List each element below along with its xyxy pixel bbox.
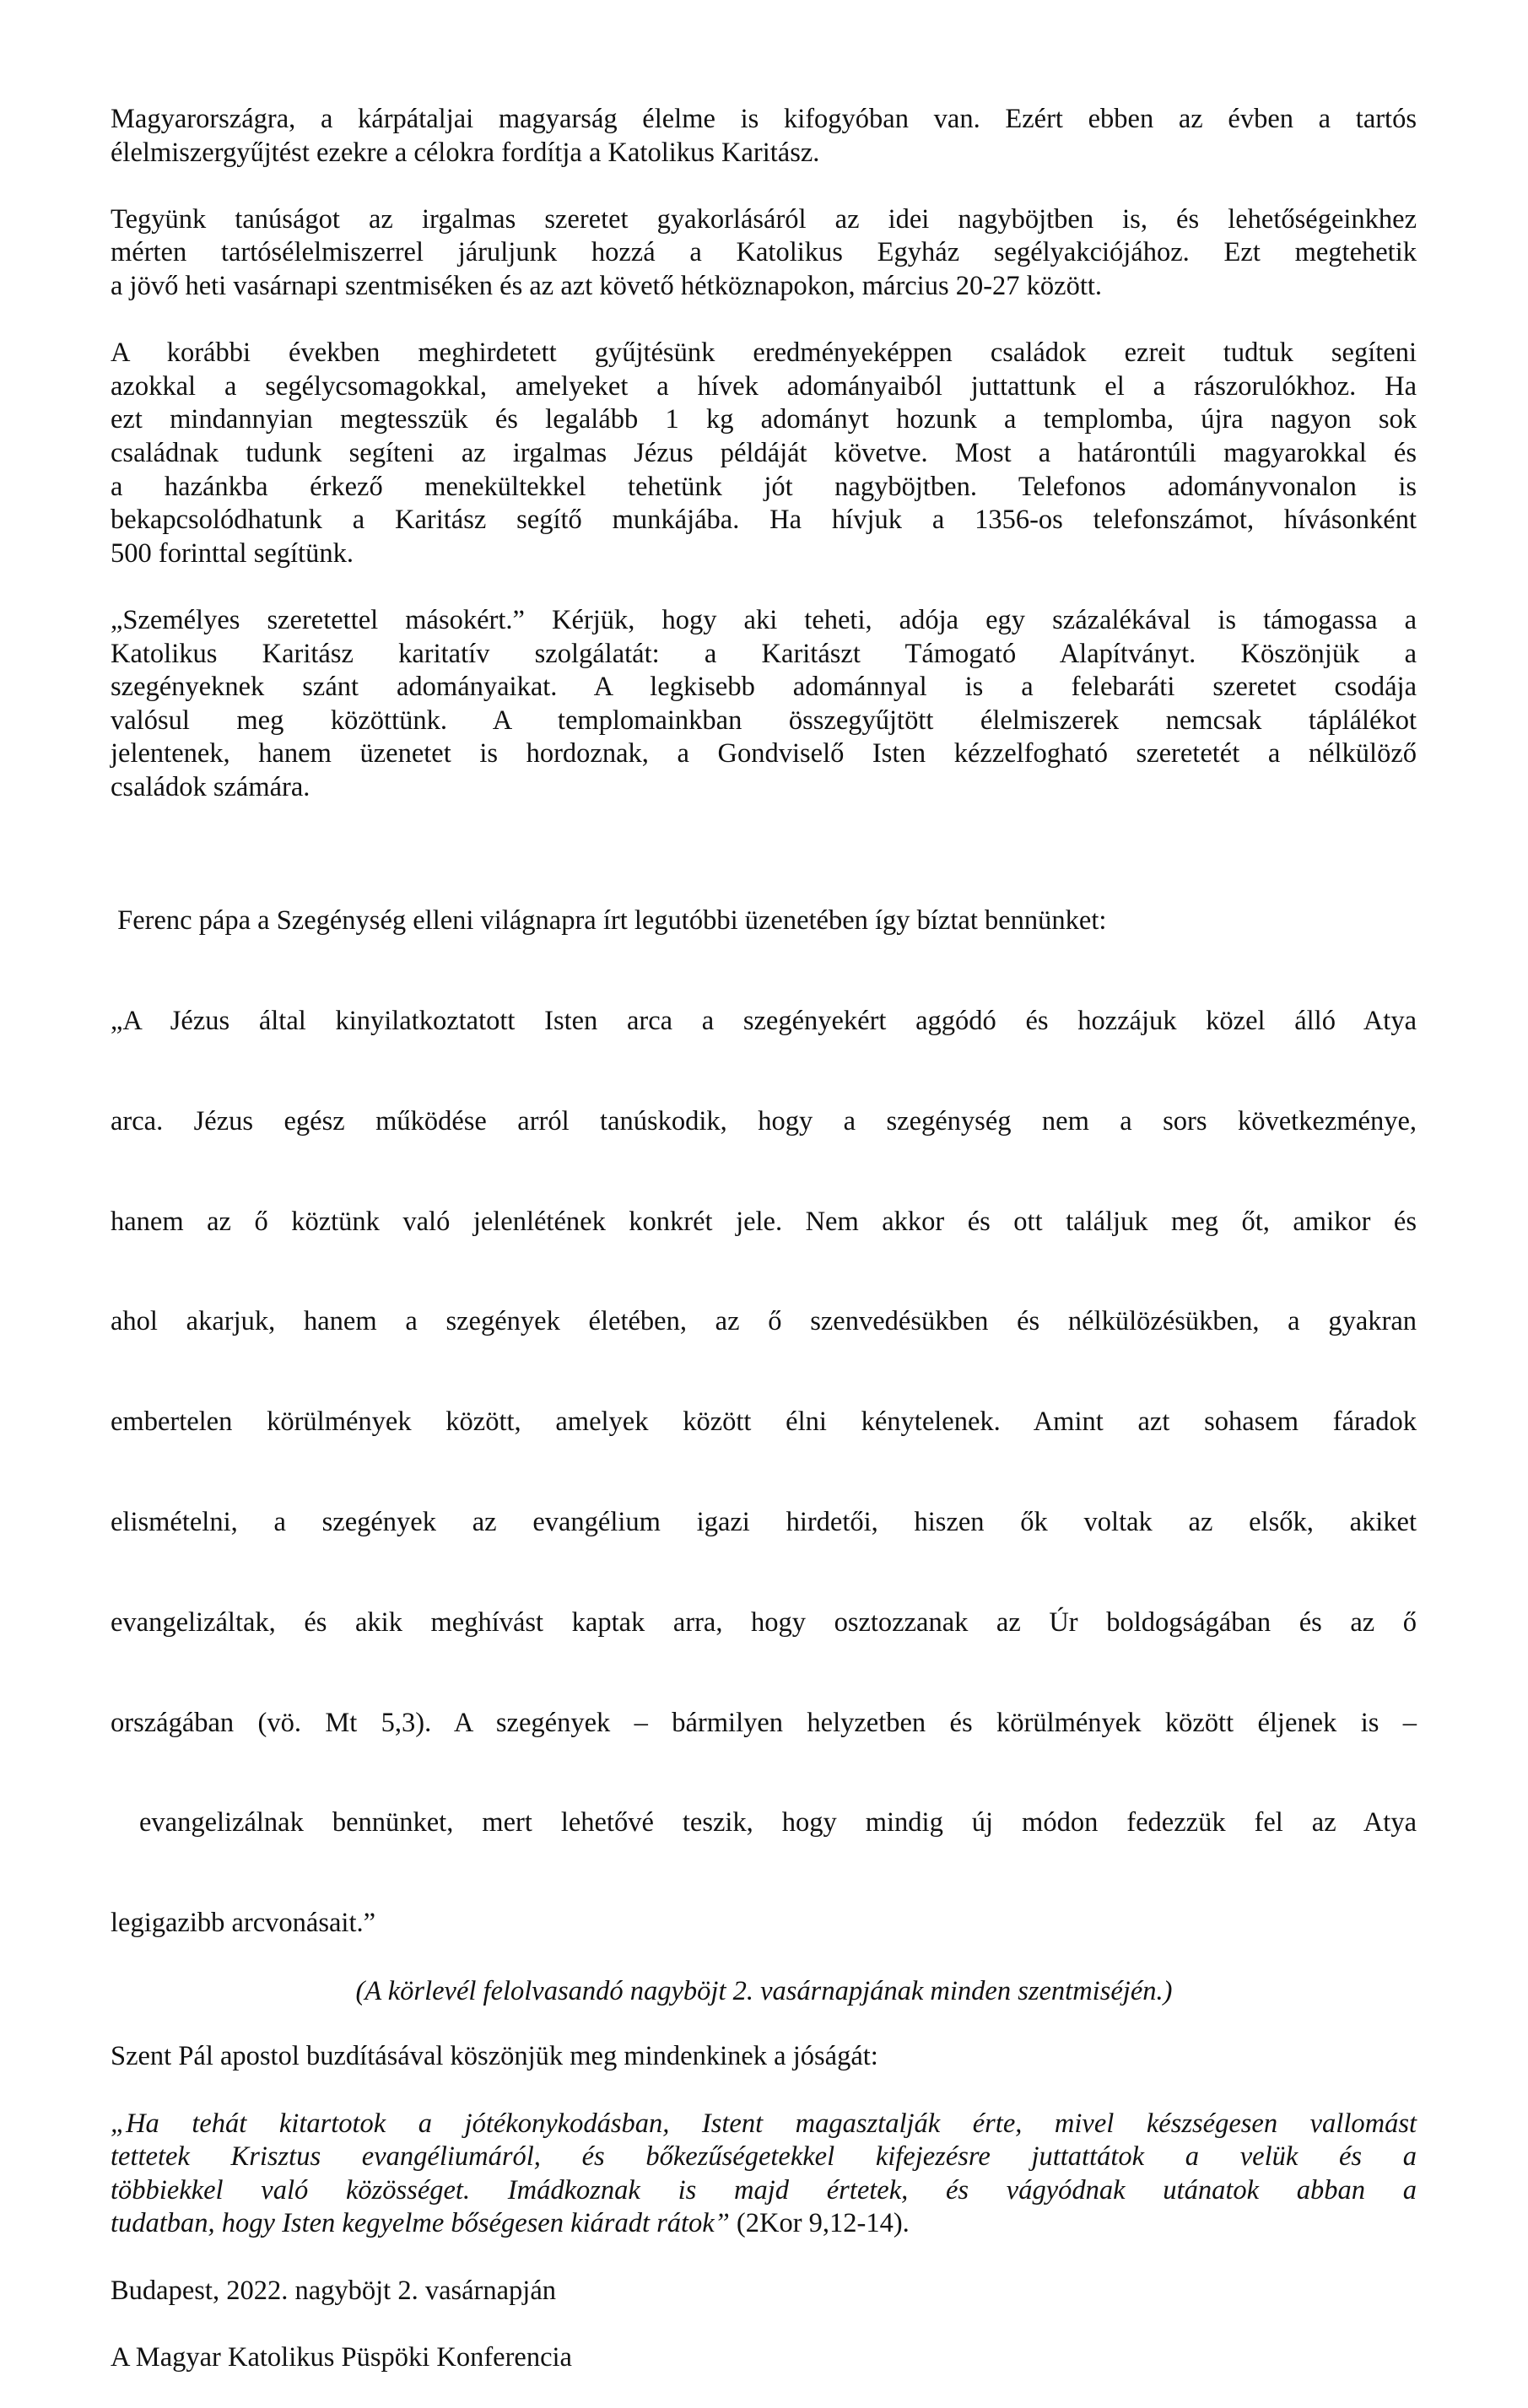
text-line: Szent Pál apostol buzdításával köszönjük meg mindenkinek a jóságát: xyxy=(111,2041,878,2072)
signature xyxy=(111,2341,1417,2375)
text-line: családnak tudunk segíteni az irgalmas Jézus példáját követve. Most a határontúli magyarokkal és xyxy=(111,437,1417,468)
paragraph-tax-donation xyxy=(111,604,1417,805)
text-line: tettetek Krisztus evangéliumáról, és bőkezűségetekkel kifejezésre juttattátok a velük és a xyxy=(111,2141,1417,2173)
text-line: „A Jézus által kinyilatkoztatott Isten arca a szegényekért aggódó és hozzájuk közel álló Atya xyxy=(111,1006,1417,1037)
scripture-reference: (2Kor 9,12-14). xyxy=(729,2208,910,2239)
text-line: arca. Jézus egész működése arról tanúskodik, hogy a szegénység nem a sors következménye, xyxy=(111,1105,1417,1137)
text-line: valósul meg közöttünk. A templomainkban összegyűjtött élelmiszerek nemcsak táplálékot xyxy=(111,705,1417,736)
text-line: családok számára. xyxy=(111,771,310,802)
text-line: A Magyar Katolikus Püspöki Konferencia xyxy=(111,2341,572,2373)
text-line: Magyarországra, a kárpátaljai magyarság élelme is kifogyóban van. Ezért ebben az évben a tartós xyxy=(111,104,1417,134)
paragraph-scripture-quote xyxy=(111,2108,1417,2241)
paragraph-pope-francis-quote xyxy=(111,838,1417,2007)
text-line: evangelizáltak, és akik meghívást kaptak arra, hogy osztozzanak az Úr boldogságában és az ő xyxy=(111,1606,1417,1638)
text-line: élelmiszergyűjtést ezekre a célokra fordítja a Katolikus Karitász. xyxy=(111,137,820,168)
letter-body xyxy=(111,103,1417,2408)
text-line: 500 forinttal segítünk. xyxy=(111,537,354,569)
text-line: jelentenek, hanem üzenetet is hordoznak, a Gondviselő Isten kézzelfogható szeretetét a nélkülöző xyxy=(111,738,1417,769)
text-line: Budapest, 2022. nagyböjt 2. vasárnapján xyxy=(111,2275,557,2306)
text-line: elismételni, a szegények az evangélium igazi hirdetői, hiszen ők voltak az elsők, akiket xyxy=(111,1506,1417,1537)
text-line: evangelizálnak bennünket, mert lehetővé teszik, hogy mindig új módon fedezzük fel az Atya xyxy=(111,1807,1417,1838)
text-line: hanem az ő köztünk való jelenlétének konkrét jele. Nem akkor és ott találjuk meg őt, amikor és xyxy=(111,1206,1417,1237)
scripture-text: tudatban, hogy Isten kegyelme bőségesen kiáradt rátok” xyxy=(111,2208,730,2239)
text-line: a hazánkba érkező menekültekkel tehetünk jót nagyböjtben. Telefonos adományvonalon is xyxy=(111,471,1417,502)
text-line xyxy=(111,2207,1417,2241)
text-line: ezt mindannyian megtesszük és legalább 1 kg adományt hozunk a templomba, újra nagyon sok xyxy=(111,404,1417,435)
text-line: legigazibb arcvonásait.” xyxy=(111,1908,376,1939)
text-line: bekapcsolódhatunk a Karitász segítő munkájába. Ha hívjuk a 1356-os telefonszámot, hívásonként xyxy=(111,505,1417,536)
text-line: embertelen körülmények között, amelyek között élni kénytelenek. Amint azt sohasem fáradok xyxy=(111,1406,1417,1438)
text-line: országában (vö. Mt 5,3). A szegények – bármilyen helyzetben és körülmények között éljenek is – xyxy=(111,1707,1417,1738)
text-line: ahol akarjuk, hanem a szegények életében, az ő szenvedésükben és nélkülözésükben, a gyakran xyxy=(111,1306,1417,1337)
text-line: Ferenc pápa a Szegénység elleni világnapra írt legutóbbi üzenetében így bíztat bennünket: xyxy=(111,905,1107,937)
paragraph-call-to-action xyxy=(111,203,1417,304)
text-line: többiekkel való közösséget. Imádkoznak is majd értetek, és vágyódnak utánatok abban a xyxy=(111,2174,1417,2206)
paragraph-saint-paul-intro xyxy=(111,2040,1417,2074)
reading-instruction-note: (A körlevél felolvasandó nagyböjt 2. vasárnapjának minden szentmiséjén.) xyxy=(355,1976,1173,2006)
text-line: Katolikus Karitász karitatív szolgálatát: a Karitászt Támogató Alapítványt. Köszönjük a xyxy=(111,638,1417,669)
text-line: szegényeknek szánt adományaikat. A legkisebb adománnyal is a felebaráti szeretet csodája xyxy=(111,672,1417,703)
text-line: a jövő heti vasárnapi szentmiséken és az azt követő hétköznapokon, március 20-27 között. xyxy=(111,270,1103,301)
place-and-date xyxy=(111,2275,1417,2308)
text-line: „Ha tehát kitartotok a jótékonykodásban, Istent magasztalják érte, mivel készségesen vallomást xyxy=(111,2108,1417,2139)
paragraph-intro-continuation xyxy=(111,103,1417,170)
paragraph-previous-years xyxy=(111,337,1417,570)
text-line: Tegyünk tanúságot az irgalmas szeretet gyakorlásáról az idei nagyböjtben is, és lehetőségeinkhez xyxy=(111,203,1417,235)
text-line: „Személyes szeretettel másokért.” Kérjük, hogy aki teheti, adója egy százalékával is támogassa a xyxy=(111,604,1417,635)
text-line: A korábbi években meghirdetett gyűjtésünk eredményeképpen családok ezreit tudtuk segíteni xyxy=(111,337,1417,369)
text-line: mérten tartósélelmiszerrel járuljunk hozzá a Katolikus Egyház segélyakciójához. Ezt megtehetik xyxy=(111,237,1417,268)
text-line: azokkal a segélycsomagokkal, amelyeket a hívek adományaiból juttattunk el a rászorulókhoz. Ha xyxy=(111,370,1417,402)
